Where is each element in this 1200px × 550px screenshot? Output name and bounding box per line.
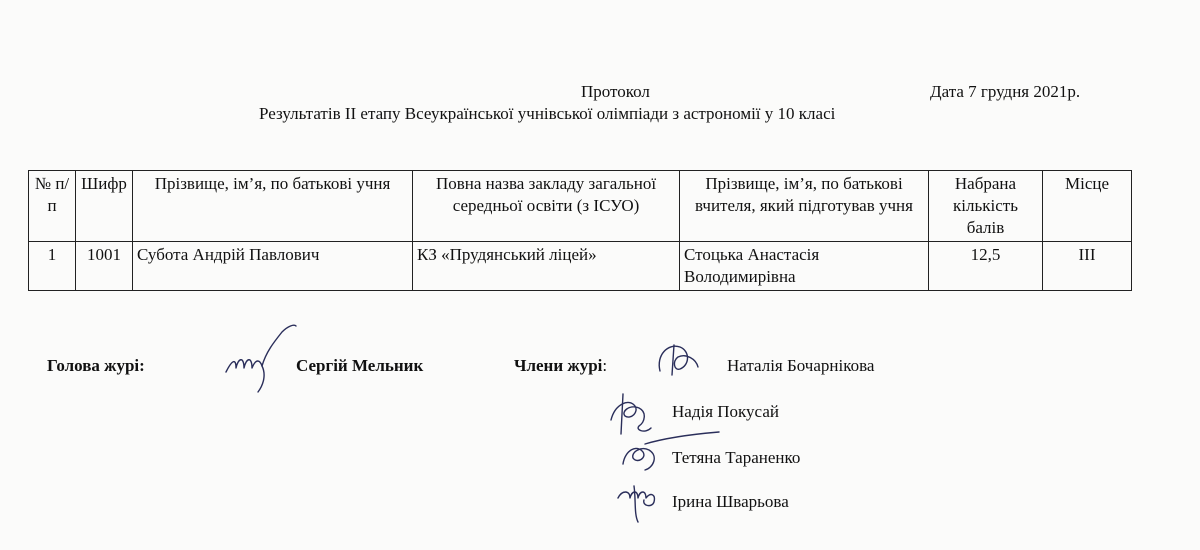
cell-school: КЗ «Прудянський ліцей» <box>413 242 680 291</box>
cell-place: ІІІ <box>1043 242 1132 291</box>
jury-members-label: Члени журі: <box>514 356 608 375</box>
cell-code: 1001 <box>76 242 133 291</box>
col-number: № п/п <box>29 171 76 242</box>
document-date: Дата 7 грудня 2021р. <box>930 82 1081 101</box>
member-signature-4 <box>612 476 672 526</box>
jury-head-label: Голова журі: <box>47 356 145 375</box>
results-table <box>28 170 1132 291</box>
jury-member-4: Ірина Шварьова <box>672 492 789 511</box>
document-title: Протокол <box>581 82 650 101</box>
head-signature <box>222 322 302 397</box>
jury-member-2: Надія Покусай <box>672 402 779 421</box>
cell-student: Субота Андрій Павлович <box>133 242 413 291</box>
member-signature-1 <box>650 335 710 385</box>
cell-teacher: Стоцька Анастасія Володимирівна <box>680 242 929 291</box>
table-row <box>29 242 1132 291</box>
cell-number: 1 <box>29 242 76 291</box>
cell-score: 12,5 <box>929 242 1043 291</box>
table-header-row <box>29 171 1132 242</box>
document-subtitle: Результатів ІІ етапу Всеукраїнської учнівської олімпіади з астрономії у 10 класі <box>259 104 836 123</box>
col-student: Прізвище, ім’я, по батькові учня <box>133 171 413 242</box>
col-code: Шифр <box>76 171 133 242</box>
jury-member-1: Наталія Бочарнікова <box>727 356 875 375</box>
col-teacher: Прізвище, ім’я, по батькові вчителя, який підготував учня <box>680 171 929 242</box>
col-score: Набрана кількість балів <box>929 171 1043 242</box>
jury-member-3: Тетяна Тараненко <box>672 448 801 467</box>
col-place: Місце <box>1043 171 1132 242</box>
col-school: Повна назва закладу загальної середньої освіти (з ІСУО) <box>413 171 680 242</box>
jury-head-name: Сергій Мельник <box>296 356 424 375</box>
